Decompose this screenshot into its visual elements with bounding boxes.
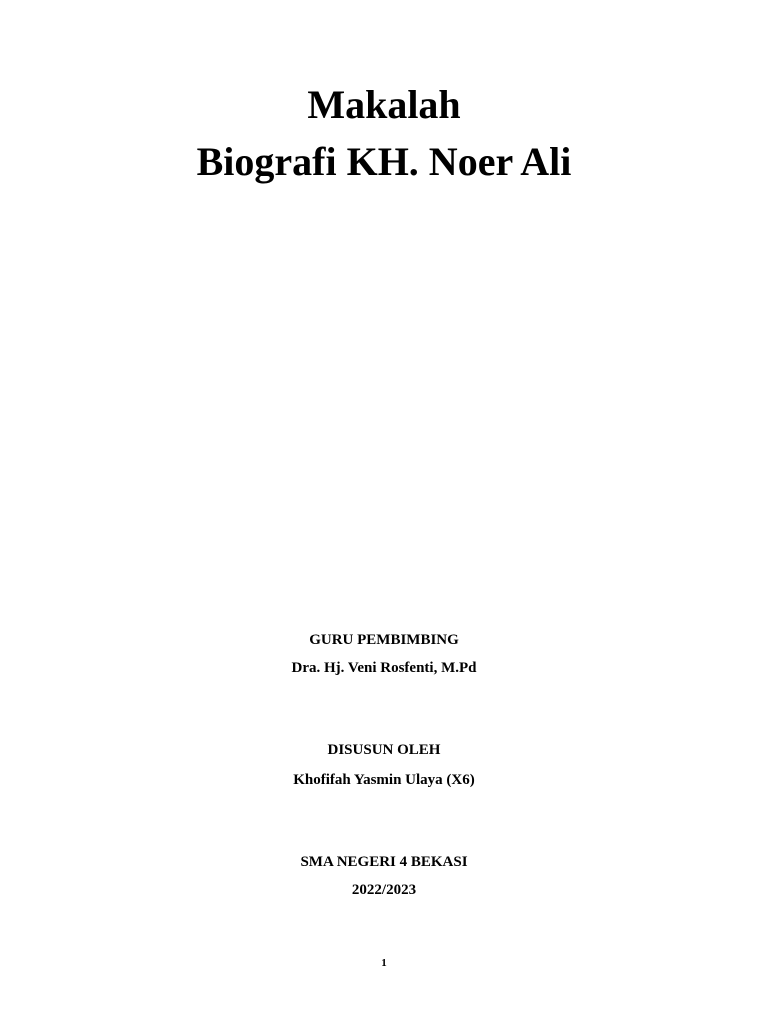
document-title-line-2: Biografi KH. Noer Ali	[196, 139, 572, 184]
document-title-line-1: Makalah	[307, 82, 461, 127]
author-name: Khofifah Yasmin Ulaya (X6)	[293, 772, 475, 788]
author-label: DISUSUN OLEH	[327, 742, 441, 758]
supervisor-name: Dra. Hj. Veni Rosfenti, M.Pd	[291, 660, 477, 676]
school-name: SMA NEGERI 4 BEKASI	[300, 854, 468, 870]
school-year: 2022/2023	[351, 882, 417, 898]
supervisor-label: GURU PEMBIMBING	[309, 632, 459, 648]
page-number: 1	[381, 957, 387, 969]
